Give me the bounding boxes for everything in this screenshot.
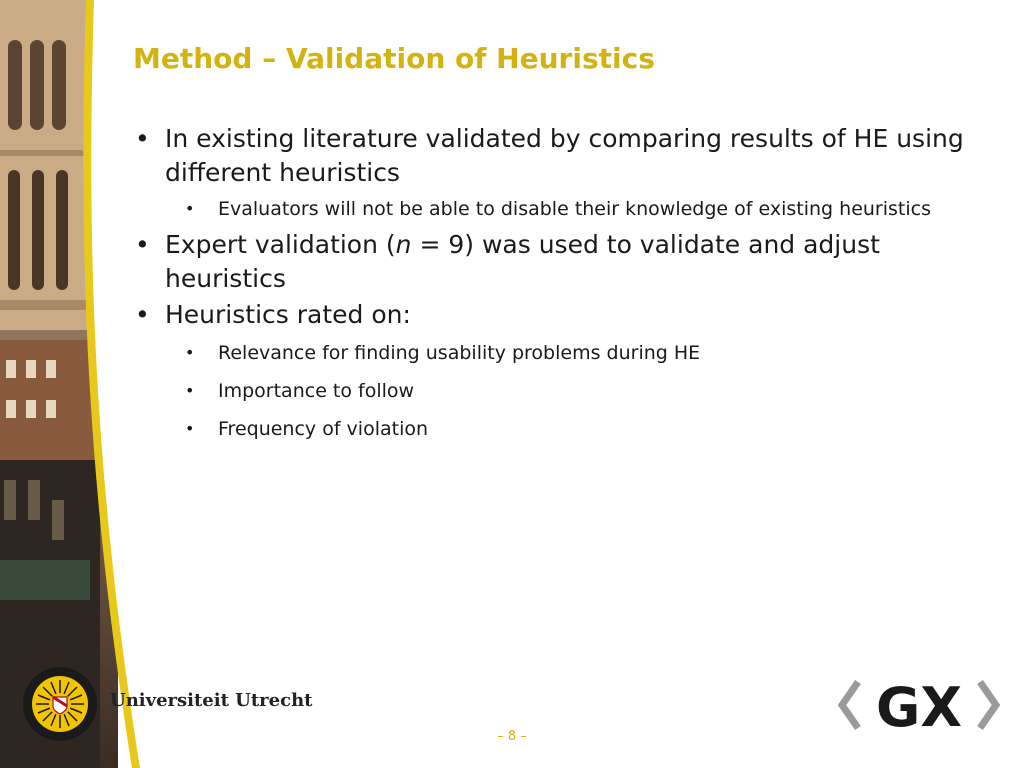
bullet-icon: •: [185, 381, 195, 400]
page-number: – 8 –: [497, 729, 527, 744]
bullet-item: [133, 122, 993, 190]
gx-logo: [838, 676, 1000, 734]
slide-title: Method – Validation of Heuristics: [133, 42, 655, 75]
bullet-icon: •: [135, 124, 150, 153]
sub-bullet-text: Relevance for finding usability problems during HE: [218, 342, 701, 364]
bullet-text-italic: n: [395, 230, 412, 259]
sub-bullet-text: Importance to follow: [218, 380, 415, 402]
bullet-item: [133, 228, 993, 296]
bullet-text-part: Expert validation (: [165, 230, 396, 259]
bullet-item: [133, 298, 993, 332]
yellow-curve-decoration: [0, 0, 140, 768]
bullet-text: In existing literature validated by comparing results of HE using different heuristics: [165, 124, 964, 187]
slide-content: [133, 122, 993, 449]
university-name: Universiteit Utrecht: [110, 690, 313, 711]
sub-bullet-item: [133, 374, 993, 408]
sub-bullet-item: [133, 336, 993, 370]
bullet-icon: •: [185, 419, 195, 438]
sub-bullet-item: [133, 192, 993, 226]
gx-logo-text: GX: [876, 676, 962, 734]
bullet-icon: •: [135, 230, 150, 259]
bullet-text-part: = 9) was used to validate and adjust heuristics: [165, 230, 880, 293]
bullet-text: Heuristics rated on:: [165, 300, 411, 329]
sub-bullet-text: Evaluators will not be able to disable their knowledge of existing heuristics: [218, 198, 931, 220]
sub-bullet-text: Frequency of violation: [218, 418, 429, 440]
bullet-icon: •: [135, 300, 150, 329]
sub-bullet-item: [133, 412, 993, 446]
bullet-icon: •: [185, 343, 195, 362]
bullet-icon: •: [185, 199, 195, 218]
